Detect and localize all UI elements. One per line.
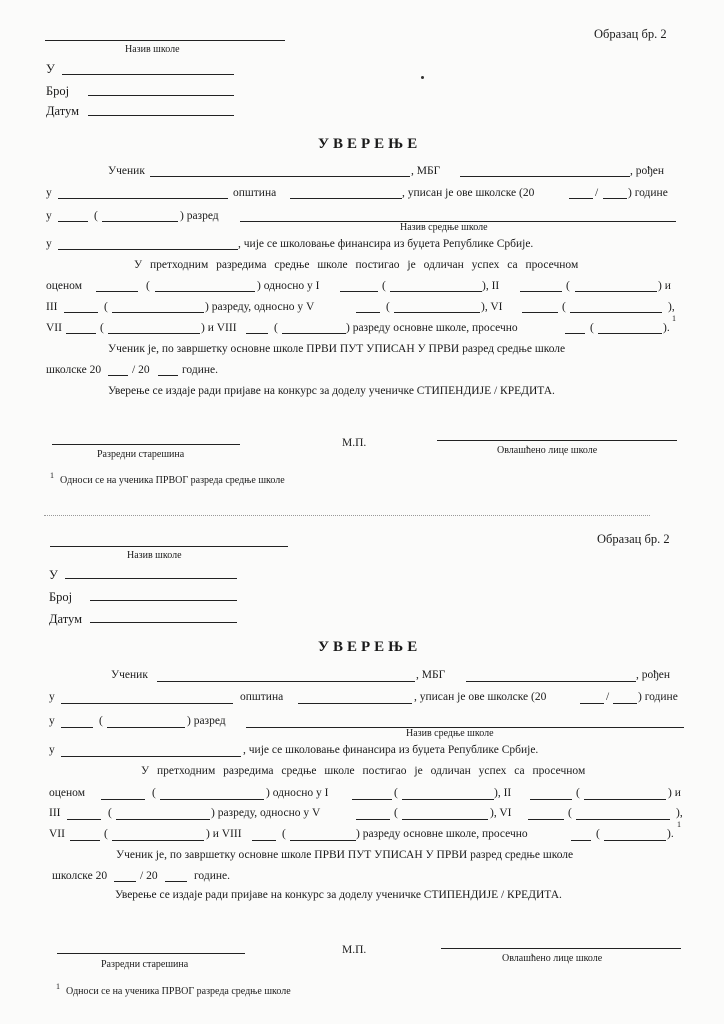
paren-open: ( (576, 787, 580, 799)
elementary-average-text: ) разреду основне школе, просечно (346, 322, 518, 334)
mbg-line[interactable] (466, 681, 636, 682)
number-label: Број (49, 590, 73, 604)
grade-viii-line[interactable] (246, 333, 268, 334)
paren-close: ). (663, 322, 670, 334)
grade-relation-text: ) разреду, односно у V (211, 807, 321, 819)
footnote-number: 1 (50, 471, 54, 480)
average-grade-line[interactable] (96, 291, 138, 292)
grade-viii-label: ) и VIII (206, 828, 242, 840)
grade-vii-words-line[interactable] (108, 333, 200, 334)
grade-ii-line[interactable] (530, 799, 572, 800)
grade-label: ) разред (187, 715, 226, 727)
year-suffix: ) године (628, 187, 668, 199)
class-teacher-signature-line[interactable] (57, 953, 245, 954)
grade-open-paren: ( (99, 715, 103, 727)
mbg-line[interactable] (460, 176, 630, 177)
school-name-line[interactable] (50, 546, 288, 547)
average-grade-label: оценом (49, 787, 85, 799)
elementary-average-line[interactable] (565, 333, 585, 334)
student-label: Ученик (108, 165, 145, 177)
footnote-number: 1 (56, 982, 60, 991)
footnote-text: Односи се на ученика ПРВОГ разреда средње школе (66, 986, 291, 997)
grade-prefix: у (46, 210, 52, 222)
grade-vi-line[interactable] (528, 819, 564, 820)
financing-text: , чије се школовање финансира из буџета Републике Србије. (238, 238, 534, 250)
certificate-form-bottom (0, 508, 724, 1020)
form-number: Образац бр. 2 (594, 27, 667, 41)
authorized-signature-line[interactable] (437, 440, 677, 441)
grade-viii-line[interactable] (252, 840, 276, 841)
date-line[interactable] (90, 622, 237, 623)
paren-open: ( (568, 807, 572, 819)
grade-viii-words-line[interactable] (282, 333, 346, 334)
enrolled-label: , уписан је ове школске (20 (402, 187, 535, 199)
purpose-text: Уверење се издаје ради пријаве на конкурс за доделу ученичке СТИПЕНДИЈЕ / КРЕДИТА. (115, 889, 562, 901)
municipality-line[interactable] (298, 703, 412, 704)
grade-vii-label: VII (46, 322, 62, 334)
high-school-name-label: Назив средње школе (406, 728, 494, 739)
paren-open: ( (596, 828, 600, 840)
year-suffix: ) године (638, 691, 678, 703)
grade-vi-line[interactable] (522, 312, 558, 313)
place-line[interactable] (62, 74, 234, 75)
student-name-line[interactable] (150, 176, 410, 177)
paren-open: ( (562, 301, 566, 313)
grade-vii-words-line[interactable] (112, 840, 204, 841)
paren-open: ( (382, 280, 386, 292)
number-line[interactable] (88, 95, 234, 96)
date-label: Датум (49, 612, 83, 626)
grade-i-line[interactable] (340, 291, 378, 292)
grade-number-line[interactable] (61, 727, 93, 728)
municipality-label: општина (240, 691, 284, 703)
mbg-label: , МБГ (411, 165, 441, 177)
grade-iii-label: III (49, 807, 61, 819)
grade-vii-line[interactable] (66, 333, 96, 334)
paren-open: ( (104, 828, 108, 840)
elementary-average-text: ) разреду основне школе, просечно (356, 828, 528, 840)
school-name-label: Назив школе (127, 550, 182, 561)
school-name-label: Назив школе (125, 44, 180, 55)
and-text: ) и (668, 787, 681, 799)
stamp-label: М.П. (342, 944, 367, 956)
grade-number-line[interactable] (58, 221, 88, 222)
document-title: УВЕРЕЊЕ (318, 136, 422, 152)
authorized-signature-line[interactable] (441, 948, 681, 949)
first-enrollment-text: Ученик је, по завршетку основне школе ПРВИ ПУТ УПИСАН У ПРВИ разред средње школе (108, 343, 566, 355)
grade-vii-label: VII (49, 828, 65, 840)
school-year-label: школске 20 (52, 870, 108, 882)
mbg-label: , МБГ (416, 669, 446, 681)
year-end-line[interactable] (603, 198, 627, 199)
place-line[interactable] (65, 578, 237, 579)
grade-vi-label: ), VI (490, 807, 512, 819)
grade-vi-label: ), VI (481, 301, 503, 313)
paren-open: ( (282, 828, 286, 840)
authorized-label: Овлашћено лице школе (502, 953, 603, 964)
school-year-label: школске 20 (46, 364, 102, 376)
paren-open: ( (108, 807, 112, 819)
student-label: Ученик (111, 669, 148, 681)
grade-relation-text: ) разреду, односно у V (205, 301, 315, 313)
school-year-slash: / 20 (140, 870, 158, 882)
elementary-average-words-line[interactable] (598, 333, 662, 334)
student-name-line[interactable] (157, 681, 415, 682)
grade-label: ) разред (180, 210, 219, 222)
school-year-slash: / 20 (132, 364, 150, 376)
average-grade-label: оценом (46, 280, 82, 292)
number-line[interactable] (90, 600, 237, 601)
municipality-label: општина (233, 187, 277, 199)
first-enrollment-text: Ученик је, по завршетку основне школе ПРВИ ПУТ УПИСАН У ПРВИ разред средње школе (116, 849, 574, 861)
purpose-text: Уверење се издаје ради пријаве на конкурс за доделу ученичке СТИПЕНДИЈЕ / КРЕДИТА. (108, 385, 555, 397)
date-label: Датум (46, 104, 80, 118)
and-text: ) и (658, 280, 671, 292)
year-slash: / (595, 187, 599, 199)
paren-open: ( (566, 280, 570, 292)
grade-v-line[interactable] (356, 312, 380, 313)
place-label: У (49, 568, 58, 582)
paren-open: ( (104, 301, 108, 313)
grade-i-line[interactable] (352, 799, 392, 800)
school-year-end-line[interactable] (165, 881, 187, 882)
grade-ii-label: ), II (494, 787, 512, 799)
grade-vii-line[interactable] (70, 840, 100, 841)
school-year-start-line[interactable] (114, 881, 136, 882)
year-start-line[interactable] (580, 703, 604, 704)
class-teacher-label: Разредни старешина (97, 449, 185, 460)
paren-close: ), (676, 807, 683, 819)
grade-i-words-line[interactable] (402, 799, 494, 800)
born-label: , рођен (636, 669, 671, 681)
location-line[interactable] (58, 249, 238, 250)
birthplace-prefix: у (46, 187, 52, 199)
school-year-suffix: године. (194, 870, 230, 882)
birthplace-line[interactable] (58, 198, 228, 199)
footnote-marker: 1 (677, 820, 681, 829)
grade-ii-line[interactable] (520, 291, 562, 292)
grade-ii-label: ), II (482, 280, 500, 292)
grade-v-words-line[interactable] (402, 819, 488, 820)
authorized-label: Овлашћено лице школе (497, 445, 598, 456)
relation-text: ) односно у I (266, 787, 329, 799)
birthplace-prefix: у (49, 691, 55, 703)
school-year-suffix: године. (182, 364, 218, 376)
location-line[interactable] (61, 756, 241, 757)
year-start-line[interactable] (569, 198, 593, 199)
municipality-line[interactable] (290, 198, 402, 199)
paren-open: ( (100, 322, 104, 334)
class-teacher-signature-line[interactable] (52, 444, 240, 445)
previous-grades-text: У претходним разредима средње школе постигао је одличан успех са просечном (134, 259, 579, 271)
born-label: , рођен (630, 165, 665, 177)
previous-grades-text: У претходним разредима средње школе постигао је одличан успех са просечном (141, 765, 586, 777)
enrolled-label: , уписан је ове школске (20 (414, 691, 547, 703)
grade-ii-words-line[interactable] (575, 291, 657, 292)
number-label: Број (46, 84, 70, 98)
grade-viii-words-line[interactable] (290, 840, 356, 841)
grade-iii-label: III (46, 301, 58, 313)
paren-open: ( (394, 807, 398, 819)
form-number: Образац бр. 2 (597, 532, 670, 546)
grade-words-line[interactable] (102, 221, 178, 222)
paren-open: ( (590, 322, 594, 334)
year-end-line[interactable] (613, 703, 637, 704)
grade-vi-words-line[interactable] (576, 819, 670, 820)
paren-open: ( (152, 787, 156, 799)
birthplace-line[interactable] (61, 703, 233, 704)
grade-iii-line[interactable] (67, 819, 101, 820)
grade-vi-words-line[interactable] (570, 312, 662, 313)
grade-i-words-line[interactable] (390, 291, 482, 292)
grade-ii-words-line[interactable] (584, 799, 666, 800)
class-teacher-label: Разредни старешина (101, 959, 189, 970)
location-prefix: у (46, 238, 52, 250)
place-label: У (46, 62, 55, 76)
grade-prefix: у (49, 715, 55, 727)
school-name-line[interactable] (45, 40, 285, 41)
grade-iii-words-line[interactable] (112, 312, 204, 313)
grade-v-words-line[interactable] (394, 312, 480, 313)
elementary-average-line[interactable] (571, 840, 591, 841)
average-grade-words-line[interactable] (155, 291, 255, 292)
grade-words-line[interactable] (107, 727, 185, 728)
speck (421, 76, 424, 79)
paren-open: ( (146, 280, 150, 292)
school-year-start-line[interactable] (108, 375, 128, 376)
relation-text: ) односно у I (257, 280, 320, 292)
average-grade-words-line[interactable] (160, 799, 264, 800)
paren-close: ). (667, 828, 674, 840)
date-line[interactable] (88, 115, 234, 116)
school-year-end-line[interactable] (158, 375, 178, 376)
average-grade-line[interactable] (101, 799, 145, 800)
grade-viii-label: ) и VIII (201, 322, 237, 334)
location-prefix: у (49, 744, 55, 756)
elementary-average-words-line[interactable] (604, 840, 666, 841)
footnote-marker: 1 (672, 314, 676, 323)
stamp-label: М.П. (342, 437, 367, 449)
paren-open: ( (386, 301, 390, 313)
document-title: УВЕРЕЊЕ (318, 639, 422, 655)
grade-v-line[interactable] (356, 819, 390, 820)
paren-open: ( (274, 322, 278, 334)
footnote-text: Односи се на ученика ПРВОГ разреда средње школе (60, 475, 285, 486)
grade-iii-line[interactable] (64, 312, 98, 313)
year-slash: / (606, 691, 610, 703)
paren-close: ), (668, 301, 675, 313)
paren-open: ( (394, 787, 398, 799)
grade-iii-words-line[interactable] (116, 819, 210, 820)
grade-open-paren: ( (94, 210, 98, 222)
financing-text: , чије се школовање финансира из буџета Републике Србије. (243, 744, 539, 756)
high-school-name-label: Назив средње школе (400, 222, 488, 233)
